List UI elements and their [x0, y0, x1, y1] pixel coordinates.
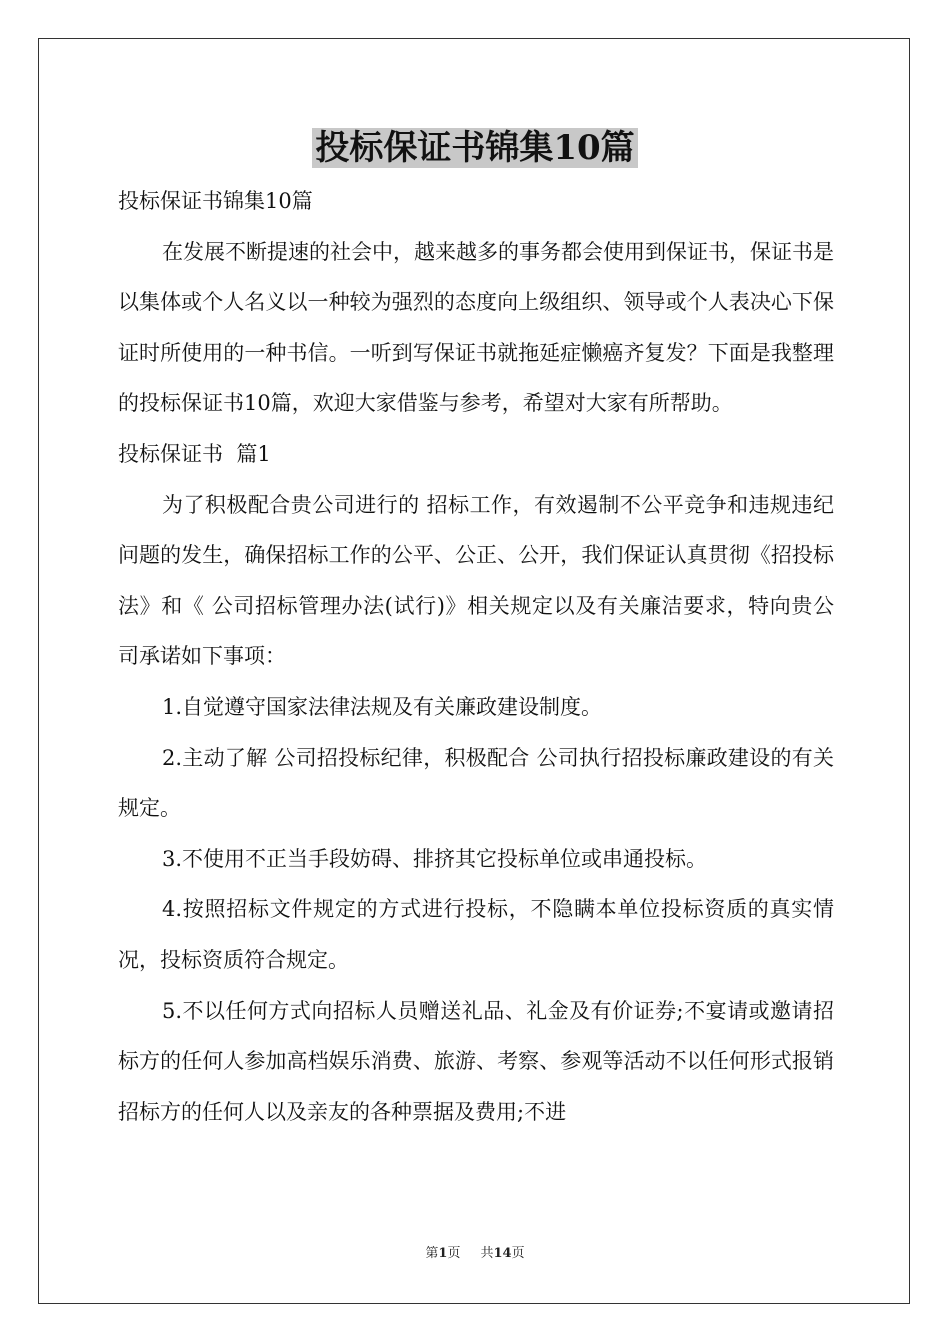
page-total: 14 [493, 1246, 512, 1261]
list-item-5: 5.不以任何方式向招标人员赠送礼品、礼金及有价证券;不宴请或邀请招标方的任何人参加高档娱乐消费、旅游、考察、参观等活动不以任何形式报销招标方的任何人以及亲友的各种票据及费用;不进 [118, 998, 834, 1124]
section-heading: 投标保证书 篇1 [118, 441, 271, 466]
list-item-1: 1.自觉遵守国家法律法规及有关廉政建设制度。 [162, 694, 603, 719]
subtitle: 投标保证书锦集10篇 [118, 189, 313, 213]
page-suffix: 页 [447, 1246, 461, 1261]
page-footer [0, 1245, 950, 1263]
total-suffix: 页 [511, 1246, 525, 1261]
list-item-4: 4.按照招标文件规定的方式进行投标，不隐瞒本单位投标资质的真实情况，投标资质符合规定。 [118, 897, 834, 972]
list-item-2: 2.主动了解 公司招投标纪律，积极配合 公司执行招投标廉政建设的有关规定。 [118, 745, 834, 821]
document-body [118, 176, 834, 1137]
intro-paragraph: 在发展不断提速的社会中，越来越多的事务都会使用到保证书，保证书是以集体或个人名义以一种较为强烈的态度向上级组织、领导或个人表决心下保证时所使用的一种书信。一听到写保证书就拖延症懒癌齐复发？下面是我整理的投标保证书10篇，欢迎大家借鉴与参考，希望对大家有所帮助。 [118, 239, 834, 416]
section-paragraph: 为了积极配合贵公司进行的 招标工作，有效遏制不公平竞争和违规违纪问题的发生，确保招标工作的公平、公正、公开，我们保证认真贯彻《招投标法》和《 公司招标管理办法(试行)》相关规定以及有关廉洁要求，特向贵公司承诺如下事项： [118, 492, 834, 669]
page-prefix: 第 [425, 1246, 439, 1261]
list-item-3: 3.不使用不正当手段妨碍、排挤其它投标单位或串通投标。 [162, 846, 708, 871]
title-text: 投标保证书锦集10篇 [312, 128, 637, 168]
document-title [0, 124, 950, 172]
page-current: 1 [438, 1246, 448, 1261]
total-prefix: 共 [480, 1246, 494, 1261]
